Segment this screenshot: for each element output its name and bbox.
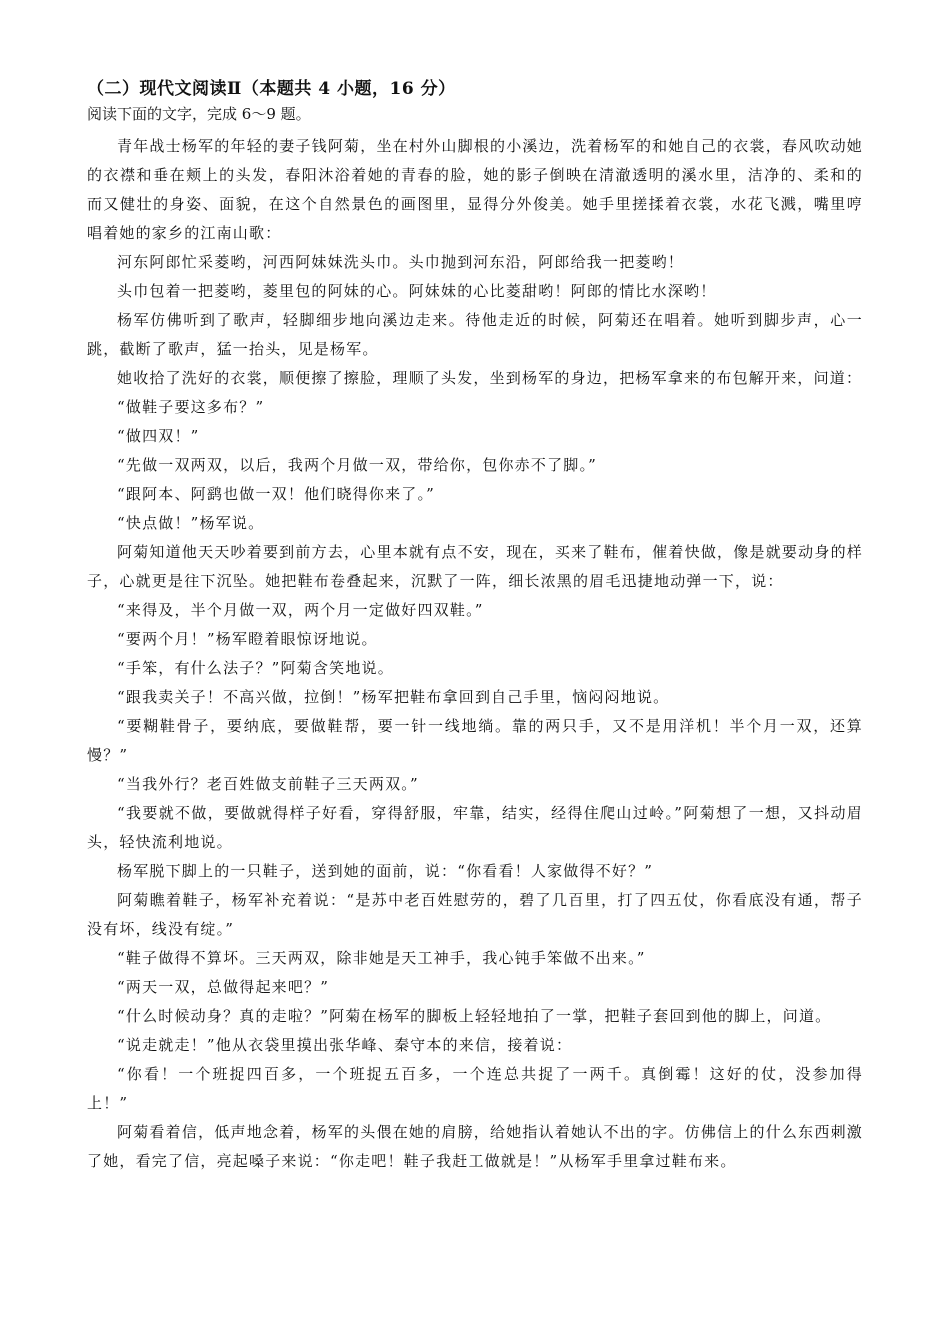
dialogue-line: “来得及，半个月做一双，两个月一定做好四双鞋。”: [117, 601, 484, 619]
dialogue-line: “要两个月！”杨军瞪着眼惊讶地说。: [117, 630, 378, 648]
dialogue-line: “做鞋子要这多布？”: [117, 398, 265, 416]
paragraph: 阿菊知道他天天吵着要到前方去，心里本就有点不安，现在，买来了鞋布，催着快做，像是就要动身的样子，心就更是往下沉坠。她把鞋布卷叠起来，沉默了一阵，细长浓黑的眉毛迅捷地动弹一下，说：: [87, 543, 863, 590]
dialogue-line: “我要就不做，要做就得样子好看，穿得舒服，牢靠，结实，经得住爬山过岭。”阿菊想了一想，又抖动眉头，轻快流利地说。: [87, 804, 863, 851]
dialogue-line: “做四双！”: [117, 427, 200, 445]
dialogue-line: “先做一双两双，以后，我两个月做一双，带给你，包你赤不了脚。”: [117, 456, 598, 474]
reading-instruction: 阅读下面的文字，完成 6～9 题。: [87, 105, 311, 123]
paragraph: 阿菊看着信，低声地念着，杨军的头偎在她的肩膀，给她指认着她认不出的字。仿佛信上的什么东西刺激了她，看完了信，亮起嗓子来说：“你走吧！鞋子我赶工做就是！”从杨军手里拿过鞋布来。: [87, 1123, 863, 1170]
dialogue-line: “鞋子做得不算坏。三天两双，除非她是天工神手，我心钝手笨做不出来。”: [117, 949, 646, 967]
paragraph: 杨军仿佛听到了歌声，轻脚细步地向溪边走来。待他走近的时候，阿菊还在唱着。她听到脚步声，心一跳，截断了歌声，猛一抬头，见是杨军。: [87, 311, 863, 358]
dialogue-line: “当我外行？老百姓做支前鞋子三天两双。”: [117, 775, 419, 793]
dialogue-line: “跟我卖关子！不高兴做，拉倒！”杨军把鞋布拿回到自己手里，恼闷闷地说。: [117, 688, 670, 706]
dialogue-line: “两天一双，总做得起来吧？”: [117, 978, 330, 996]
paragraph: 杨军脱下脚上的一只鞋子，送到她的面前，说：“你看看！人家做得不好？”: [117, 862, 654, 880]
paragraph: 阿菊瞧着鞋子，杨军补充着说：“是苏中老百姓慰劳的，碧了几百里，打了四五仗，你看底没有通，帮子没有坏，线没有绽。”: [87, 891, 863, 938]
paragraph: 她收拾了洗好的衣裳，顺便擦了擦脸，理顺了头发，坐到杨军的身边，把杨军拿来的布包解开来，问道：: [117, 369, 863, 387]
section-heading: （二）现代文阅读Ⅱ（本题共 4 小题，16 分）: [87, 79, 456, 99]
reading-passage: [87, 132, 863, 1176]
dialogue-line: “快点做！”杨军说。: [117, 514, 265, 532]
dialogue-line: “要糊鞋骨子，要纳底，要做鞋帮，要一针一线地绱。靠的两只手，又不是用洋机！半个月一双，还算慢？”: [87, 717, 863, 764]
paragraph: 青年战士杨军的年轻的妻子钱阿菊，坐在村外山脚根的小溪边，洗着杨军的和她自己的衣裳，春风吹动她的衣襟和垂在颊上的头发，春阳沐浴着她的青春的脸，她的影子倒映在清澈透明的溪水里，洁净的、柔和的而又健壮的身姿、面貌，在这个自然景色的画图里，显得分外俊美。她手里搓揉着衣裳，水花飞溅，嘴里哼唱着她的家乡的江南山歌：: [87, 137, 863, 242]
dialogue-line: “跟阿本、阿鹞也做一双！他们晓得你来了。”: [117, 485, 436, 503]
dialogue-line: “手笨，有什么法子？”阿菊含笑地说。: [117, 659, 394, 677]
song-line: 河东阿郎忙采菱哟，河西阿妹妹洗头巾。头巾抛到河东沿，阿郎给我一把菱哟！: [117, 253, 685, 271]
dialogue-line: “你看！一个班捉四百多，一个班捉五百多，一个连总共捉了一两千。真倒霉！这好的仗，没参加得上！”: [87, 1065, 863, 1112]
dialogue-line: “什么时候动身？真的走啦？”阿菊在杨军的脚板上轻轻地拍了一掌，把鞋子套回到他的脚上，问道。: [117, 1007, 832, 1025]
dialogue-line: “说走就走！”他从衣袋里摸出张华峰、秦守本的来信，接着说：: [117, 1036, 573, 1054]
song-line: 头巾包着一把菱哟，菱里包的阿妹的心。阿妹妹的心比菱甜哟！阿郎的情比水深哟！: [117, 282, 717, 300]
